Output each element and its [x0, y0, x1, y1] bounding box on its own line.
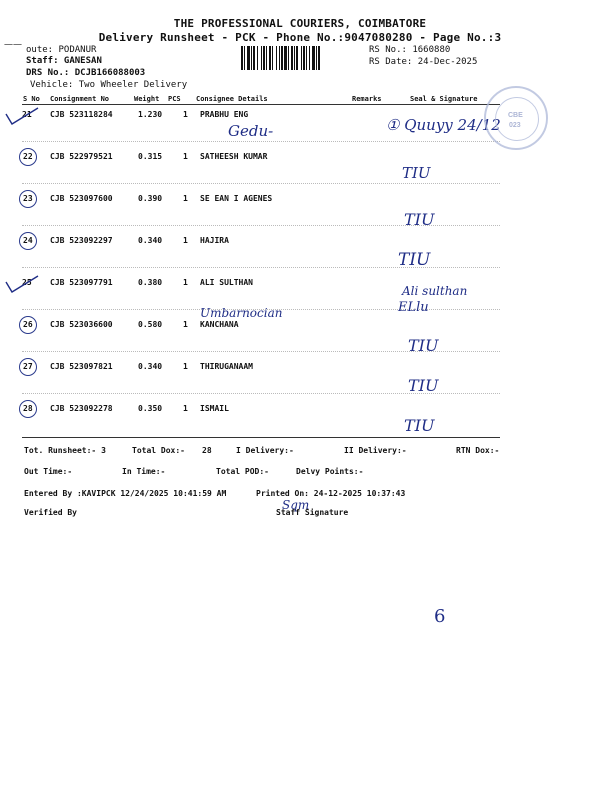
- barcode-bar: [312, 46, 315, 70]
- route-overwrite-mark: ——: [4, 40, 22, 50]
- col-header-remarks: Remarks: [352, 95, 382, 103]
- barcode-bar: [288, 46, 289, 70]
- i-delivery-label: I Delivery:-: [236, 446, 294, 455]
- total-pod-label: Total POD:-: [216, 467, 269, 476]
- row-consignment: CJB 523097821: [50, 362, 113, 371]
- handwritten-note: Umbarnocian: [200, 306, 283, 320]
- row-pcs: 1: [183, 152, 188, 161]
- barcode-bar: [294, 46, 295, 70]
- barcode-bar: [241, 46, 243, 70]
- row-sno: 28: [23, 404, 33, 413]
- barcode-bar: [266, 46, 267, 70]
- rtn-dox-label: RTN Dox:-: [456, 446, 500, 455]
- row-weight: 0.350: [138, 404, 163, 413]
- col-header-weight: Weight: [134, 95, 160, 103]
- handwritten-signature: ① Quuyy 24/12: [386, 116, 501, 134]
- out-time-label: Out Time:-: [24, 467, 73, 476]
- row-sno: 24: [23, 236, 33, 245]
- barcode-bar: [244, 46, 245, 70]
- handwritten-signature: TIU: [398, 250, 431, 270]
- handwritten-page-mark: 6: [434, 606, 446, 627]
- barcode-bar: [284, 46, 287, 70]
- row-sno: 22: [23, 152, 33, 161]
- entered-by: Entered By :KAVIPCK 12/24/2025 10:41:59 AM: [24, 489, 227, 498]
- staff-signature-label: Staff Signature: [276, 508, 349, 517]
- row-pcs: 1: [183, 362, 188, 371]
- row-consignee: PRABHU ENG: [200, 110, 249, 119]
- staff-label: Staff: GANESAN: [26, 56, 102, 66]
- barcode-bar: [247, 46, 250, 70]
- printed-on: Printed On: 24-12-2025 10:37:43: [256, 489, 406, 498]
- row-consignee: ALI SULTHAN: [200, 278, 253, 287]
- row-consignee: ISMAIL: [200, 404, 229, 413]
- row-consignee: KANCHANA: [200, 320, 239, 329]
- row-pcs: 1: [183, 320, 188, 329]
- row-consignment: CJB 523092278: [50, 404, 113, 413]
- barcode-bar: [269, 46, 271, 70]
- row-weight: 1.230: [138, 110, 163, 119]
- office-stamp: [484, 86, 548, 150]
- stamp-text-top: CBE: [508, 112, 523, 119]
- barcode-bar: [276, 46, 277, 70]
- row-divider: [22, 141, 500, 142]
- row-weight: 0.580: [138, 320, 163, 329]
- total-dox-label: Total Dox:-: [132, 446, 185, 455]
- header-rule: [22, 104, 500, 105]
- row-sno: 27: [23, 362, 33, 371]
- row-consignment: CJB 523118284: [50, 110, 113, 119]
- handwritten-signature: TIU: [402, 164, 431, 182]
- row-weight: 0.340: [138, 362, 163, 371]
- row-sno: 23: [23, 194, 33, 203]
- barcode-bar: [316, 46, 317, 70]
- row-consignee: SE EAN I AGENES: [200, 194, 273, 203]
- total-runsheet: Tot. Runsheet:- 3: [24, 446, 106, 455]
- handwritten-signature: TIU: [404, 210, 435, 229]
- col-header-consignee: Consignee Details: [196, 95, 268, 103]
- ii-delivery-label: II Delivery:-: [344, 446, 407, 455]
- row-consignment: CJB 523097791: [50, 278, 113, 287]
- row-pcs: 1: [183, 278, 188, 287]
- barcode-bar: [291, 46, 293, 70]
- row-weight: 0.315: [138, 152, 163, 161]
- staff-handwritten-signature: Sqm: [282, 498, 310, 512]
- handwritten-signature: TIU: [408, 336, 439, 355]
- barcode-bar: [251, 46, 252, 70]
- row-consignee: THIRUGANAAM: [200, 362, 253, 371]
- row-pcs: 1: [183, 236, 188, 245]
- delvy-points-label: Delvy Points:-: [296, 467, 364, 476]
- barcode-bar: [279, 46, 280, 70]
- handwritten-signature: TIU: [404, 416, 435, 435]
- row-consignee: SATHEESH KUMAR: [200, 152, 268, 161]
- runsheet-title: Delivery Runsheet - PCK - Phone No.:9047080280 - Page No.:3: [98, 31, 502, 44]
- row-sno: 21: [22, 110, 32, 119]
- barcode-bar: [281, 46, 283, 70]
- row-consignment: CJB 523092297: [50, 236, 113, 245]
- check-mark-icon: [4, 272, 40, 296]
- drs-number: DRS No.: DCJB166088003: [26, 68, 146, 78]
- row-consignment: CJB 523097600: [50, 194, 113, 203]
- barcode-bar: [296, 46, 298, 70]
- barcode-bar: [309, 46, 310, 70]
- handwritten-signature: Ali sulthan: [402, 284, 468, 298]
- handwritten-note: Gedu-: [228, 122, 274, 140]
- row-divider: [22, 183, 500, 184]
- barcode-bar: [257, 46, 258, 70]
- barcode-bar: [301, 46, 302, 70]
- handwritten-signature: TIU: [408, 376, 439, 395]
- barcode-bar: [272, 46, 273, 70]
- col-header-pcs: PCS: [168, 95, 181, 103]
- barcode-image: [240, 46, 364, 70]
- rs-date: RS Date: 24-Dec-2025: [369, 57, 478, 67]
- row-weight: 0.340: [138, 236, 163, 245]
- row-consignment: CJB 522979521: [50, 152, 113, 161]
- row-pcs: 1: [183, 404, 188, 413]
- vehicle-label: Vehicle: Two Wheeler Delivery: [30, 80, 188, 90]
- rs-number: RS No.: 1660880: [369, 45, 451, 55]
- stamp-text-bottom: 023: [509, 122, 521, 129]
- row-weight: 0.390: [138, 194, 163, 203]
- barcode-bar: [318, 46, 320, 70]
- barcode-bar: [261, 46, 262, 70]
- row-pcs: 1: [183, 194, 188, 203]
- row-pcs: 1: [183, 110, 188, 119]
- row-consignee: HAJIRA: [200, 236, 229, 245]
- row-weight: 0.380: [138, 278, 163, 287]
- total-dox-value: 28: [202, 446, 212, 455]
- row-consignment: CJB 523036600: [50, 320, 113, 329]
- barcode-bar: [303, 46, 305, 70]
- barcode-bar: [253, 46, 255, 70]
- stamp-inner-ring: [495, 97, 539, 141]
- handwritten-signature: ELlu: [398, 300, 429, 315]
- table-bottom-rule: [22, 437, 500, 438]
- col-header-consignment: Consignment No: [50, 95, 110, 103]
- barcode-bar: [306, 46, 307, 70]
- barcode-bar: [263, 46, 265, 70]
- company-name: THE PROFESSIONAL COURIERS, COIMBATORE: [173, 17, 427, 30]
- col-header-seal: Seal & Signature: [410, 95, 478, 103]
- col-header-sno: S No: [23, 95, 40, 103]
- check-mark-icon: [4, 104, 40, 128]
- row-sno: 25: [22, 278, 32, 287]
- in-time-label: In Time:-: [122, 467, 166, 476]
- verified-by-label: Verified By: [24, 508, 77, 517]
- route-label: oute: PODANUR: [26, 45, 97, 55]
- row-sno: 26: [23, 320, 33, 329]
